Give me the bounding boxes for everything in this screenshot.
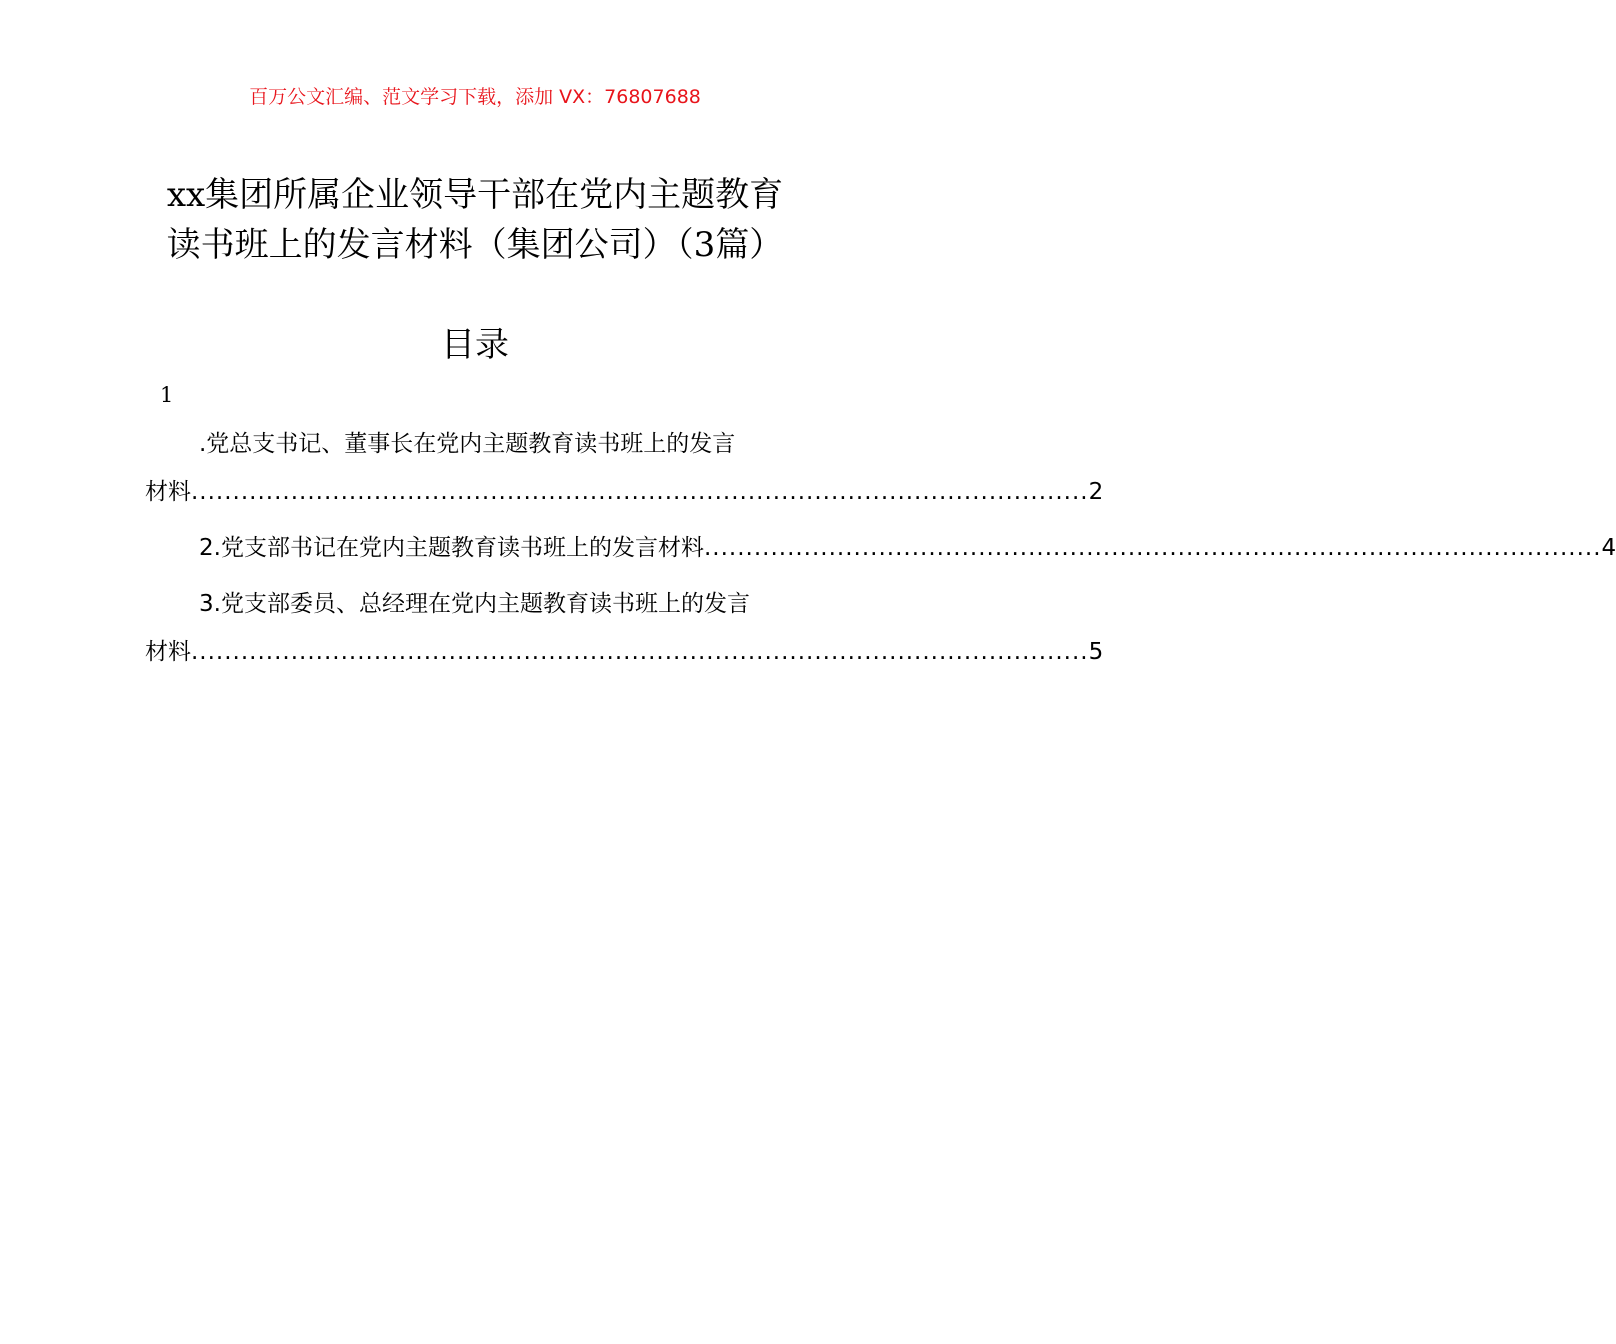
toc-entry-2[interactable] bbox=[145, 524, 1616, 572]
title-count: 3 bbox=[693, 225, 716, 265]
title-prefix: xx bbox=[166, 175, 206, 215]
toc-entry-1[interactable] bbox=[145, 420, 1104, 516]
toc-entry-text: 材料 bbox=[145, 479, 191, 505]
title-line2: 读书班上的发言材料（集团公司）（ bbox=[166, 225, 694, 265]
table-of-contents bbox=[145, 420, 1616, 676]
toc-entry-line bbox=[145, 468, 1104, 516]
title-line2-end: 篇） bbox=[715, 225, 784, 265]
toc-entry-text: .党总支书记、董事长在党内主题教育读书班上的发言 bbox=[199, 431, 736, 457]
toc-entry-3[interactable] bbox=[145, 580, 1104, 676]
toc-entry-text: 2.党支部书记在党内主题教育读书班上的发言材料 bbox=[199, 535, 704, 561]
document-title bbox=[120, 170, 830, 270]
toc-leader-dots: ............................................................................................................ bbox=[191, 639, 1089, 665]
toc-entry-text: 3.党支部委员、总经理在党内主题教育读书班上的发言 bbox=[199, 591, 750, 617]
toc-leader-dots: ............................................................................................................ bbox=[191, 479, 1089, 505]
toc-page-number: 5 bbox=[1088, 639, 1104, 665]
title-line1: 集团所属企业领导干部在党内主题教育 bbox=[205, 175, 784, 215]
toc-entry-line bbox=[145, 628, 1104, 676]
toc-page-number: 2 bbox=[1088, 479, 1104, 505]
toc-entry-line bbox=[145, 524, 1616, 572]
toc-entry-line bbox=[145, 420, 805, 468]
watermark-header: 百万公文汇编、范文学习下载，添加 VX：76807688 bbox=[249, 86, 701, 108]
toc-entry-line bbox=[145, 580, 805, 628]
toc-entry-text: 材料 bbox=[145, 639, 191, 665]
toc-page-number: 4 bbox=[1601, 535, 1616, 561]
toc-heading: 目录 bbox=[441, 325, 509, 365]
toc-entry-number: 1 bbox=[160, 383, 174, 407]
toc-leader-dots: ............................................................................................................ bbox=[703, 535, 1602, 561]
